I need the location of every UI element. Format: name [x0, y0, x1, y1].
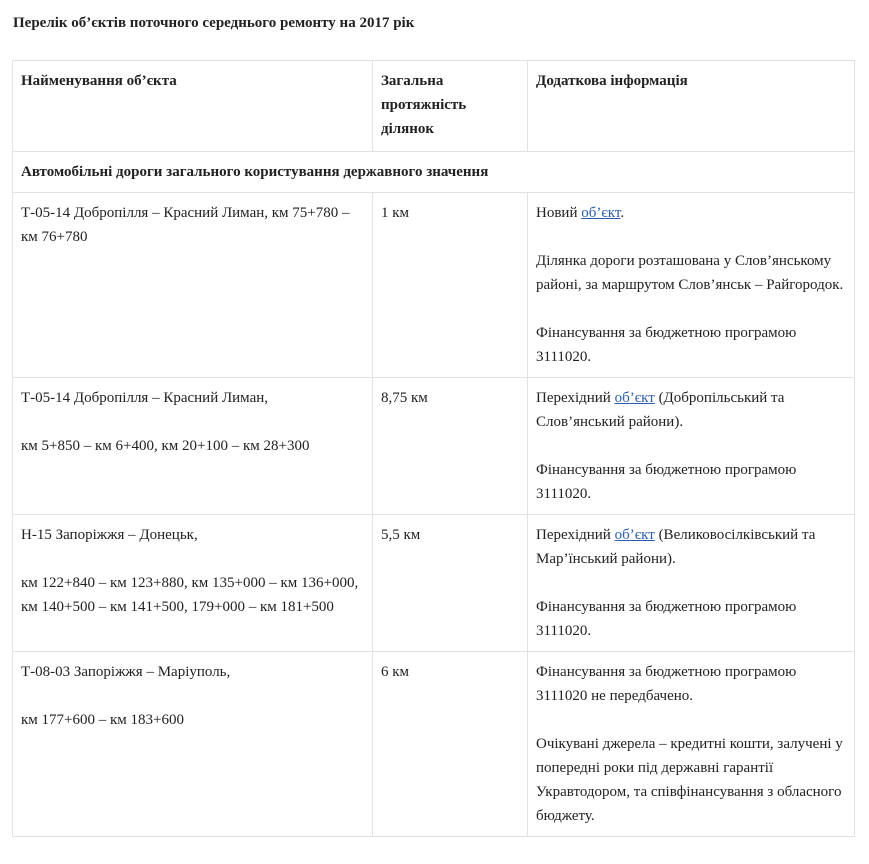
- length-cell: 6 км: [373, 652, 528, 837]
- info-cell: [528, 515, 855, 652]
- info-text: Перехідний: [536, 527, 615, 543]
- object-name: Т-05-14 Добропілля – Красний Лиман, км 75+780 – км 76+780: [21, 205, 350, 245]
- table-row: [13, 515, 855, 652]
- info-paragraph: Фінансування за бюджетною програмою 3111020 не передбачено.: [536, 664, 797, 704]
- object-name: Т-05-14 Добропілля – Красний Лиман,: [21, 390, 269, 406]
- info-paragraph: Фінансування за бюджетною програмою 3111020.: [536, 325, 797, 365]
- info-cell: [528, 652, 855, 837]
- info-text: (Великовосілківський та Мар’їнський райони).: [536, 527, 816, 567]
- object-name-cell: [13, 515, 373, 652]
- object-link[interactable]: об’єкт: [581, 205, 621, 221]
- object-link[interactable]: об’єкт: [614, 390, 655, 406]
- info-paragraph: [536, 523, 846, 571]
- object-km-range: км 5+850 – км 6+400, км 20+100 – км 28+300: [21, 438, 310, 454]
- info-paragraph: Ділянка дороги розташована у Слов’янському районі, за маршрутом Слов’янськ – Райгородок.: [536, 253, 844, 293]
- section-row: [13, 152, 855, 193]
- info-paragraph: Очікувані джерела – кредитні кошти, залучені у попередні роки під державні гарантії Укравтодором, та співфінансування з обласного бюджету.: [536, 736, 843, 824]
- info-text: .: [620, 205, 625, 221]
- table-row: [13, 652, 855, 837]
- info-paragraph: Фінансування за бюджетною програмою 3111020.: [536, 462, 797, 502]
- header-info: Додаткова інформація: [528, 61, 855, 152]
- table-header-row: [13, 61, 855, 152]
- page-title: Перелік об’єктів поточного середнього ремонту на 2017 рік: [13, 15, 415, 31]
- length-cell: 8,75 км: [373, 378, 528, 515]
- info-text: (Добропільський та Слов’янський райони).: [536, 390, 785, 430]
- section-title: Автомобільні дороги загального користування державного значення: [13, 152, 855, 193]
- header-length: Загальна протяжність ділянок: [373, 61, 528, 152]
- length-cell: 5,5 км: [373, 515, 528, 652]
- info-text: Новий: [536, 205, 582, 221]
- objects-table: [12, 60, 855, 837]
- object-name: Н-15 Запоріжжя – Донецьк,: [21, 527, 198, 543]
- info-paragraph: [536, 201, 846, 225]
- object-name-cell: [13, 193, 373, 378]
- object-km-range: км 122+840 – км 123+880, км 135+000 – км 136+000, км 140+500 – км 141+500, 179+000 – км 181+500: [21, 575, 359, 615]
- info-cell: [528, 378, 855, 515]
- object-name-cell: [13, 652, 373, 837]
- table-row: [13, 378, 855, 515]
- info-cell: [528, 193, 855, 378]
- object-km-range: км 177+600 – км 183+600: [21, 712, 184, 728]
- info-text: Перехідний: [536, 390, 615, 406]
- object-link[interactable]: об’єкт: [614, 527, 655, 543]
- info-paragraph: [536, 386, 846, 434]
- info-paragraph: Фінансування за бюджетною програмою 3111020.: [536, 599, 797, 639]
- length-cell: 1 км: [373, 193, 528, 378]
- header-name: Найменування об’єкта: [13, 61, 373, 152]
- object-name: Т-08-03 Запоріжжя – Маріуполь,: [21, 664, 231, 680]
- table-row: [13, 193, 855, 378]
- object-name-cell: [13, 378, 373, 515]
